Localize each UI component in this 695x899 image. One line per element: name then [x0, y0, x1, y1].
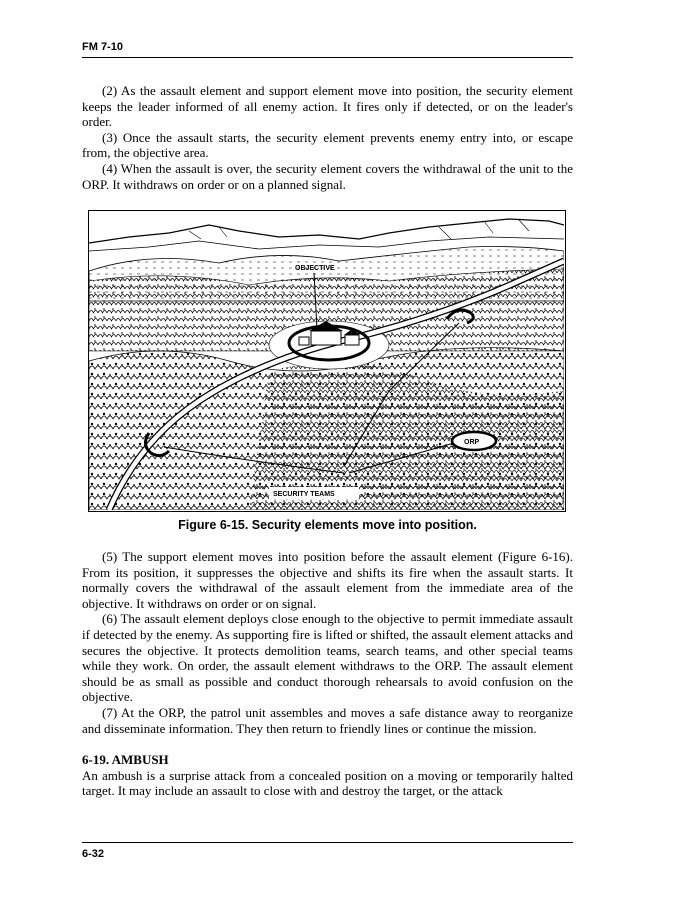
running-header: FM 7-10 [82, 41, 123, 53]
label-security-teams: SECURITY TEAMS [273, 491, 335, 498]
paragraph: (6) The assault element deploys close enough to the objective to permit immediate assault if detected by the enemy. As supporting fire is lifted or shifted, the assault element attacks and secures the objective. It protects demolition teams, search teams, and other special teams while they work. On order, the assault element withdraws to the ORP. The assault element should be as small as possible and conduct thorough rehearsals to avoid confusion on the objective. [82, 611, 573, 705]
paragraph: (2) As the assault element and support element move into position, the security element keeps the leader informed of all enemy action. It fires only if detected, or on the leader's order. [82, 83, 573, 130]
figure-6-15 [88, 210, 566, 512]
paragraph: (5) The support element moves into position before the assault element (Figure 6-16). From its position, it suppresses the objective and shifts its fire when the assault starts. It normally covers the withdrawal of the assault element from the immediate area of the objective. It withdraws on order or on signal. [82, 549, 573, 611]
paragraph: (7) At the ORP, the patrol unit assembles and moves a safe distance away to reorganize and disseminate information. They then return to friendly lines or continue the mission. [82, 704, 573, 736]
footer-rule [82, 842, 573, 843]
page-number: 6-32 [82, 848, 105, 860]
paragraph: (4) When the assault is over, the security element covers the withdrawal of the unit to the ORP. It withdraws on order or on a planned signal. [82, 160, 573, 192]
header-rule [82, 57, 573, 58]
label-orp: ORP [464, 439, 480, 446]
paragraph: (3) Once the assault starts, the security element prevents enemy entry into, or escape from, the objective area. [82, 129, 573, 161]
terrain-illustration [89, 211, 564, 510]
body-text-bottom [82, 549, 573, 799]
section-heading: 6-19. AMBUSH [82, 752, 169, 768]
label-objective: OBJECTIVE [295, 265, 335, 272]
body-text-top [82, 83, 573, 192]
section-paragraph: An ambush is a surprise attack from a concealed position on a moving or temporarily halted target. It may include an assault to close with and destroy the target, or the attack [82, 767, 573, 799]
figure-caption: Figure 6-15. Security elements move into position. [178, 518, 477, 532]
